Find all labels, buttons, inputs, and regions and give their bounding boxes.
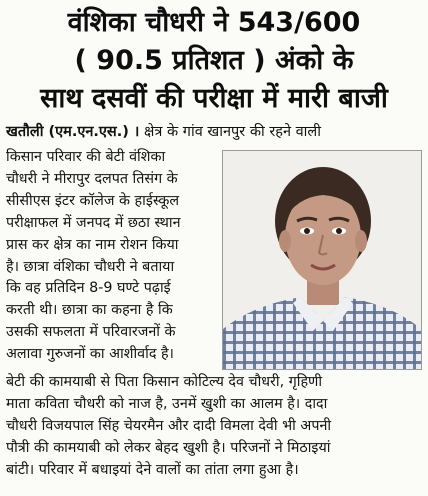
column-line: अलावा गुरुजनों का आशीर्वाद है। xyxy=(6,346,174,363)
dateline-text: क्षेत्र के गांव खानपुर की रहने वाली xyxy=(139,124,322,140)
column-line: उसकी सफलता में परिवारजनों के xyxy=(6,324,176,341)
headline-line-2: ( 90.5 प्रतिशत ) अंको के xyxy=(74,45,354,76)
column-line: सीसीएस इंटर कॉलेज के हाईस्कूल xyxy=(6,192,180,209)
full-line: चौधरी विजयपाल सिंह चेयरमैन और दादी विमला देवी भी अपनी xyxy=(6,418,332,434)
dateline xyxy=(6,122,424,142)
column-line: चौधरी ने मीरापुर दलपत तिसंग के xyxy=(6,170,178,187)
portrait-illustration xyxy=(223,151,421,369)
column-line: परीक्षाफल में जनपद में छठा स्थान xyxy=(6,214,181,231)
column-line: करती थी। छात्रा का कहना है कि xyxy=(6,302,173,319)
column-line: किसान परिवार की बेटी वंशिका xyxy=(6,149,166,165)
article-column xyxy=(6,147,220,366)
headline xyxy=(4,4,424,118)
full-line: पौत्री की कामयाबी को लेकर बेहद खुशी है। परिजनों ने मिठाइयां xyxy=(6,440,331,456)
headline-line-1: वंशिका चौधरी ने 543/600 xyxy=(67,7,361,38)
article-continuation xyxy=(6,371,424,481)
column-line: प्रास कर क्षेत्र का नाम रोशन किया xyxy=(6,236,179,253)
full-line: बेटी की कामयाबी से पिता किसान कोटिल्य देव चौधरी, गृहिणी xyxy=(6,374,323,390)
full-line: बांटी। परिवार में बधाइयां देने वालों का तांता लगा हुआ है। xyxy=(6,462,299,478)
headline-line-3: साथ दसवीं की परीक्षा में मारी बाजी xyxy=(40,83,388,114)
dateline-place: खतौली (एम.एन.एस.) । xyxy=(6,124,140,140)
column-line: कि वह प्रतिदिन 8-9 घण्टे पढ़ाई xyxy=(6,280,171,297)
portrait-photo xyxy=(222,150,422,370)
full-line: माता कविता चौधरी को नाज है, उनमें खुशी का आलम है। दादा xyxy=(6,396,328,412)
column-line: है। छात्रा वंशिका चौधरी ने बताया xyxy=(6,258,175,275)
